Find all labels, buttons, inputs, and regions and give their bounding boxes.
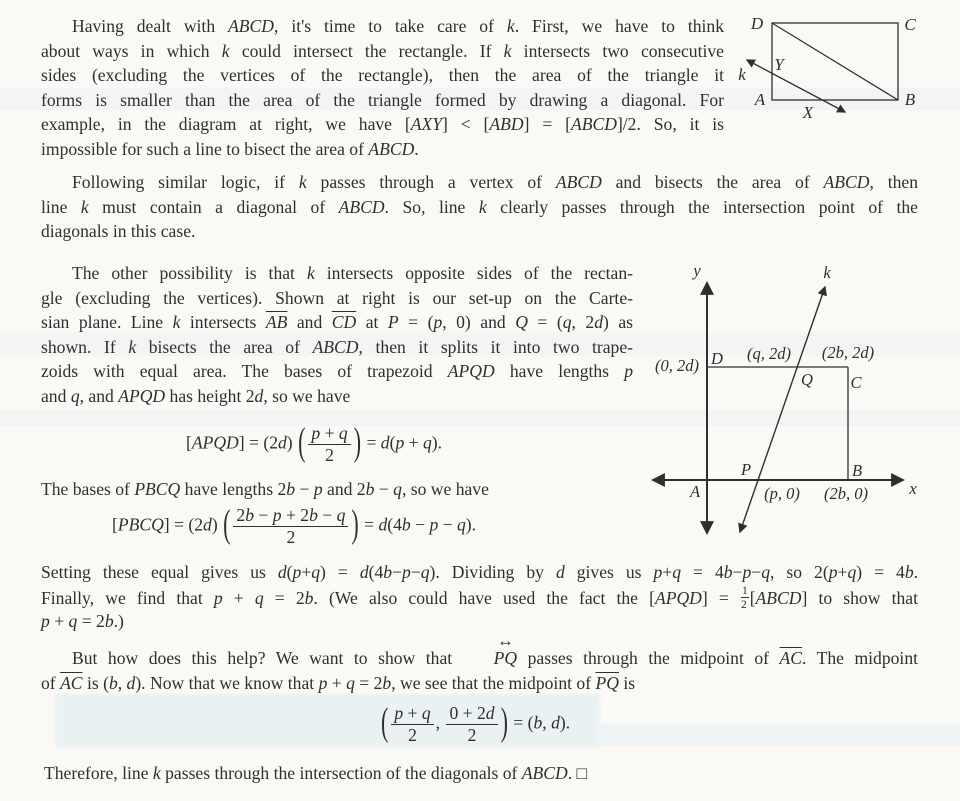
fraction: $\frac{1}{2}$ bbox=[740, 584, 748, 611]
text-line: shown. If k bisects the area of ABCD, then it splits it into two trape- bbox=[41, 336, 634, 357]
text-line: example, in the diagram at right, we have [AXY] < [ABD] = [ABCD]/2. So, it is bbox=[41, 114, 724, 134]
scan-band bbox=[600, 724, 960, 746]
label-X: X bbox=[802, 103, 814, 122]
line-arrow-mark: ↔ bbox=[497, 630, 514, 650]
label-B: B bbox=[851, 461, 863, 480]
fraction: $\frac{p + q}{2}$ bbox=[389, 704, 435, 745]
diagonal-DB bbox=[772, 23, 898, 100]
text-line: gle (excluding the vertices). Shown at right is our set-up on the Carte- bbox=[41, 287, 633, 308]
text-line: of $\overline{AC}$ is (b, d). Now that we know that p + q = 2b, we see that the midpoint of $\overline{PQ}$ is bbox=[41, 672, 636, 693]
label-D: D bbox=[750, 14, 764, 33]
fraction: $\frac{2b - p + 2b - q}{2}$ bbox=[231, 506, 350, 547]
label-x-axis: x bbox=[909, 479, 917, 498]
label-k: k bbox=[738, 65, 746, 84]
text-line: diagonals in this case. bbox=[41, 221, 196, 241]
label-corner-q-2d: (q, 2d) bbox=[747, 344, 791, 363]
label-Q: Q bbox=[801, 370, 813, 389]
label-A: A bbox=[689, 482, 701, 501]
big-paren: ( bbox=[381, 698, 389, 744]
paragraph-midpoint bbox=[41, 630, 918, 695]
paragraph-intro bbox=[41, 14, 724, 161]
label-corner-p-0: (p, 0) bbox=[764, 484, 800, 503]
paragraph-pbcq-bases: The bases of PBCQ have lengths 2b − p and 2b − q, so we have bbox=[41, 479, 489, 499]
diagram-cartesian-setup bbox=[630, 256, 935, 548]
text-line: and q, and APQD has height 2d, so we have bbox=[41, 385, 351, 406]
text-line: p + q = 2b.) bbox=[41, 611, 124, 631]
fraction: $\frac{p + q}{2}$ bbox=[306, 424, 352, 465]
label-D: D bbox=[711, 349, 723, 368]
label-k: k bbox=[823, 263, 831, 282]
diagram-rectangle-line-k bbox=[723, 0, 938, 125]
big-paren: ( bbox=[223, 500, 231, 546]
equation-pbcq: [PBCQ] = (2d) ( $\frac{2b - p + 2b - q}{2}$ ) = d(4b − p − q). bbox=[112, 500, 477, 547]
text-line: sides (excluding the vertices of the rectangle), then the area of the triangle it bbox=[41, 65, 724, 85]
label-A: A bbox=[754, 90, 766, 109]
paragraph-opposite-sides bbox=[41, 261, 633, 408]
text-line: forms is smaller than the area of the triangle formed by drawing a diagonal. For bbox=[41, 89, 724, 110]
text-line: Setting these equal gives us d(p+q) = d(4b−p−q). Dividing by d gives us p+q = 4b−p−q, so 2(p+q) = 4b. bbox=[41, 562, 919, 582]
text-line: zoids with equal area. The bases of trapezoid APQD have lengths p bbox=[41, 361, 633, 381]
paragraph-solve bbox=[41, 560, 918, 634]
text-line: Following similar logic, if k passes through a vertex of ABCD and bisects the area of ABCD, then bbox=[72, 172, 918, 192]
label-Y: Y bbox=[774, 55, 784, 74]
label-C: C bbox=[850, 373, 862, 392]
text-line: about ways in which k could intersect the rectangle. If k intersects two consecutive bbox=[41, 40, 724, 61]
text-line: sian plane. Line k intersects $\overline{AB}$ and $\overline{CD}$ at P = (p, 0) and Q = (q, 2d) as bbox=[41, 312, 634, 332]
text-line: line k must contain a diagonal of ABCD. So, line k clearly passes through the intersection point of the bbox=[41, 196, 918, 217]
label-C: C bbox=[904, 15, 916, 34]
big-paren: ) bbox=[500, 698, 508, 744]
label-corner-2b-2d: (2b, 2d) bbox=[821, 343, 875, 362]
text-line: Finally, we find that p + q = 2b. (We also could have used the fact the [APQD] = $\frac{1}{2}$ [ABCD] to show that bbox=[41, 584, 918, 611]
label-corner-2b-0: (2b, 0) bbox=[824, 484, 868, 503]
label-corner-0-2d: (0, 2d) bbox=[655, 356, 699, 375]
big-paren: ) bbox=[353, 418, 362, 464]
label-P: P bbox=[740, 460, 752, 479]
big-paren: ) bbox=[351, 500, 359, 546]
paragraph-conclusion: Therefore, line k passes through the intersection of the diagonals of ABCD. □ bbox=[44, 763, 588, 783]
paragraph-vertex-case bbox=[41, 170, 918, 244]
text-line: But how does this help? We want to show that ↔ PQ passes through the midpoint of $\overline{AC}$. The midpoint bbox=[72, 630, 918, 668]
label-y-axis: y bbox=[693, 261, 701, 280]
text-line: Having dealt with ABCD, it's time to take care of k. First, we have to think bbox=[72, 16, 725, 36]
equation-midpoint: ( $\frac{p + q}{2}$ , $\frac{0 + 2d}{2}$ ) = (b, d). bbox=[381, 698, 571, 745]
equation-apqd: [APQD] = (2d) ( $\frac{p + q}{2}$ ) = d(p + q). bbox=[186, 418, 443, 465]
text-line: The other possibility is that k intersects opposite sides of the rectan- bbox=[72, 263, 633, 283]
big-paren: ( bbox=[298, 418, 306, 464]
label-B: B bbox=[904, 90, 916, 109]
fraction: $\frac{0 + 2d}{2}$ bbox=[444, 704, 499, 745]
text-line: impossible for such a line to bisect the area of ABCD. bbox=[41, 138, 419, 159]
